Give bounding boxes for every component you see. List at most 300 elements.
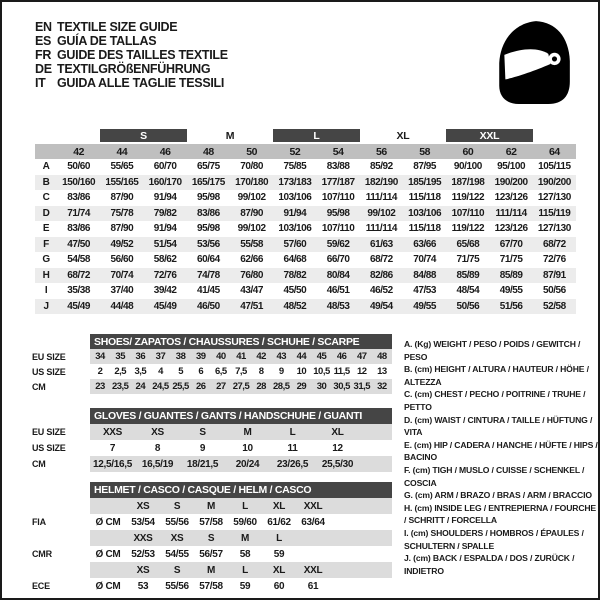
table-row: [32, 498, 394, 514]
table-row: [35, 175, 576, 191]
measurement-value: 95/100: [497, 161, 526, 173]
measurement-value: 182/190: [364, 176, 398, 188]
measurement-value: 87/90: [110, 192, 134, 204]
measurement-value: 80/84: [326, 269, 350, 281]
size-number: 62: [505, 145, 517, 158]
shoe-size-value: 29: [296, 381, 307, 392]
row-label: CM: [32, 459, 46, 469]
measurement-value: 87/90: [110, 223, 134, 235]
spacer: [32, 334, 90, 349]
measurement-value: 65/75: [196, 161, 220, 173]
measurement-value: 55/58: [240, 238, 264, 250]
measurement-value: 87/90: [240, 207, 264, 219]
size-number: 54: [332, 145, 344, 158]
measurement-value: 45/49: [153, 300, 177, 312]
measurement-value: 51/56: [499, 300, 523, 312]
helmet-size-value: S: [173, 500, 181, 512]
measurement-value: 84/88: [413, 269, 437, 281]
row-letter: G: [42, 254, 50, 266]
shoe-size-value: 36: [135, 351, 146, 362]
row-letter: J: [43, 300, 49, 312]
table-row: [32, 578, 394, 594]
row-values: [90, 546, 392, 562]
row-values: [90, 514, 392, 530]
measurement-value: 103/106: [278, 223, 312, 235]
helmet-title-bar: HELMET / CASCO / CASQUE / HELM / CASCO: [90, 482, 392, 498]
row-values: [90, 562, 392, 578]
size-group-header: S: [100, 129, 187, 142]
glove-size-value: 12: [332, 442, 343, 454]
measurement-value: 65/68: [456, 238, 480, 250]
measurement-value: 187/198: [451, 176, 485, 188]
table-row: [32, 349, 394, 364]
shoe-size-value: 46: [336, 351, 347, 362]
measurement-value: 103/106: [278, 192, 312, 204]
helmet-size-value: 58: [239, 548, 251, 560]
measurement-value: 95/98: [196, 223, 220, 235]
helmet-rows: [32, 498, 394, 594]
table-row: [35, 159, 576, 175]
measurement-value: 91/94: [153, 192, 177, 204]
measurement-value: 59/62: [326, 238, 350, 250]
shoe-size-value: 4: [158, 366, 163, 377]
row-values: [90, 456, 392, 472]
table-row: [32, 379, 394, 394]
legend-item: J. (cm) BACK / ESPALDA / DOS / ZURÜCK / INDIETRO: [404, 553, 575, 576]
measurement-value: 71/75: [456, 254, 480, 266]
row-letter: D: [42, 207, 50, 219]
size-number: 52: [289, 145, 301, 158]
measurement-value: 47/53: [413, 285, 437, 297]
helmet-size-value: 56/57: [199, 548, 223, 560]
shoe-size-value: 7,5: [235, 366, 247, 377]
measurement-value: 46/51: [326, 285, 350, 297]
measurement-value: 46/50: [196, 300, 220, 312]
helmet-size-value: XL: [272, 500, 286, 512]
measurement-value: 111/114: [365, 192, 398, 204]
row-label: ECE: [32, 581, 50, 591]
helmet-table: [32, 482, 394, 594]
helmet-size-value: 59: [239, 580, 251, 592]
measurement-value: 185/195: [408, 176, 442, 188]
helmet-size-value: XXS: [133, 532, 153, 544]
helmet-size-value: 55/56: [165, 516, 189, 528]
legend-item: H. (cm) INSIDE LEG / ENTREPIERNA / FOURCHE / SCHRITT / FORCELLA: [404, 502, 597, 526]
size-group-row: [35, 129, 576, 142]
shoe-size-value: 2: [97, 366, 103, 377]
shoe-size-value: 27,5: [232, 381, 250, 392]
measurement-value: 83/86: [196, 207, 220, 219]
glove-size-value: L: [289, 426, 296, 438]
shoe-size-value: 25,5: [172, 381, 189, 392]
helmet-size-value: M: [206, 500, 216, 512]
row-letter: F: [43, 238, 49, 250]
helmet-size-value: Ø CM: [95, 548, 121, 560]
measurement-value: 60/64: [196, 254, 220, 266]
helmet-size-value: XS: [136, 564, 150, 576]
measurement-value: 95/98: [196, 192, 220, 204]
helmet-size-value: S: [207, 532, 215, 544]
glove-size-value: 11: [287, 442, 298, 454]
measurement-value: 56/60: [110, 254, 134, 266]
measurement-value: 75/78: [110, 207, 134, 219]
measurement-value: 78/82: [283, 269, 307, 281]
helmet-size-value: [296, 546, 330, 562]
measurement-value: 46/52: [369, 285, 393, 297]
helmet-size-value: L: [242, 564, 248, 576]
measurement-value: 55/65: [110, 161, 134, 173]
shoe-size-value: 5: [178, 366, 183, 377]
shoe-size-value: 11,5: [333, 366, 350, 377]
glove-size-value: 25,5/30: [321, 458, 354, 470]
measurement-value: 115/118: [408, 192, 441, 204]
shoe-size-value: 28: [256, 381, 266, 392]
glove-size-value: 12,5/16,5: [92, 458, 132, 470]
row-values: [90, 349, 392, 364]
spacer: [32, 408, 90, 424]
measurement-value: 72/76: [153, 269, 177, 281]
shoe-size-value: 30: [316, 381, 327, 392]
shoe-size-value: 40: [216, 351, 226, 362]
measurement-value: 70/74: [110, 269, 134, 281]
language-title-row: [35, 48, 228, 62]
measurement-value: 103/106: [408, 207, 442, 219]
table-row: [32, 530, 394, 546]
measurement-value: 119/122: [451, 192, 485, 204]
measurement-value: 64/68: [283, 254, 307, 266]
measurement-value: 37/40: [110, 285, 134, 297]
measurement-value: 52/58: [542, 300, 566, 312]
helmet-size-value: M: [240, 532, 250, 544]
measurement-value: 63/66: [413, 238, 437, 250]
glove-size-value: 18/21,5: [186, 458, 219, 470]
row-values: [90, 578, 392, 594]
language-title-row: [35, 62, 228, 76]
measurement-value: 53/56: [196, 238, 220, 250]
size-number: 60: [462, 145, 474, 158]
shoes-title-bar: SHOES/ ZAPATOS / CHAUSSURES / SCHUHE / SCARPE: [90, 334, 392, 350]
helmet-size-value: XXL: [303, 500, 323, 512]
glove-size-value: M: [243, 426, 252, 438]
glove-size-value: 10: [242, 442, 253, 454]
measurement-value: 54/58: [67, 254, 91, 266]
helmet-size-value: 55/56: [165, 580, 189, 592]
table-row: [32, 440, 394, 456]
shoe-size-value: 35: [115, 351, 125, 362]
language-code: EN: [35, 20, 52, 34]
glove-size-value: 20/24: [235, 458, 260, 470]
row-label: CMR: [32, 549, 52, 559]
measurement-value: 61/63: [369, 238, 393, 250]
row-label: US SIZE: [32, 443, 66, 453]
row-values: [90, 424, 392, 440]
shoe-size-value: 10,5: [313, 366, 330, 377]
helmet-size-value: [90, 562, 126, 578]
row-label: US SIZE: [32, 366, 66, 377]
row-letter: H: [42, 269, 50, 281]
glove-size-value: XXS: [102, 426, 123, 438]
measurement-value: 115/119: [538, 207, 571, 219]
measurement-value: 123/126: [494, 223, 528, 235]
shoes-table: [32, 334, 394, 394]
language-code: DE: [35, 62, 52, 76]
measurement-value: 50/60: [67, 161, 91, 173]
shoe-size-value: 32: [377, 381, 387, 392]
language-title-row: [35, 34, 228, 48]
measurement-value: 190/200: [537, 176, 571, 188]
measurement-value: 91/94: [283, 207, 307, 219]
row-values: [90, 379, 392, 394]
row-letter: E: [42, 223, 50, 235]
legend-item: A. (Kg) WEIGHT / PESO / POIDS / GEWITCH / PESO: [404, 339, 581, 362]
row-values: [90, 530, 392, 546]
measurement-value: 115/118: [408, 223, 441, 235]
row-label: EU SIZE: [32, 351, 66, 362]
measurement-value: 71/75: [499, 254, 523, 266]
shoe-size-value: 23: [95, 381, 105, 392]
measurement-value: 43/47: [240, 285, 264, 297]
measurement-value: 111/114: [365, 223, 398, 235]
measurement-value: 72/76: [542, 254, 566, 266]
measurement-value: 105/115: [538, 161, 571, 173]
measurement-value: 119/122: [451, 223, 485, 235]
shoe-size-value: 28,5: [273, 381, 290, 392]
shoe-size-value: 3,5: [134, 366, 147, 377]
row-values: [90, 440, 392, 456]
measurement-value: 85/92: [369, 161, 393, 173]
measurement-value: 107/110: [321, 192, 355, 204]
measurement-value: 71/74: [67, 207, 91, 219]
row-letter: I: [44, 285, 48, 297]
shoe-size-value: 24,5: [152, 381, 169, 392]
helmet-size-value: [296, 530, 330, 546]
language-code: ES: [35, 34, 52, 48]
legend-item: B. (cm) HEIGHT / ALTURA / HAUTEUR / HÖHE / ALTEZZA: [404, 364, 589, 387]
glove-size-value: 23/26,5: [276, 458, 309, 470]
measurement-value: 70/74: [413, 254, 437, 266]
measurement-value: 155/165: [105, 176, 139, 188]
helmet-size-value: XS: [136, 500, 150, 512]
table-row: [32, 456, 394, 472]
helmet-size-value: L: [276, 532, 282, 544]
shoes-header-row: [32, 334, 394, 349]
measurement-value: 165/175: [191, 176, 225, 188]
measurement-value: 47/50: [67, 238, 91, 250]
size-number: 56: [375, 145, 387, 158]
measurement-value: 190/200: [494, 176, 528, 188]
row-label: [32, 562, 90, 578]
size-number: 44: [116, 145, 128, 158]
size-group-header: M: [225, 129, 235, 142]
row-letter: C: [42, 192, 50, 204]
shoe-size-value: 48: [377, 351, 387, 362]
helmet-size-value: 52/53: [131, 548, 155, 560]
helmet-size-value: M: [206, 564, 216, 576]
table-row: [32, 514, 394, 530]
row-values: [90, 498, 392, 514]
shoe-size-value: 10: [296, 366, 307, 377]
helmet-size-value: XS: [170, 532, 184, 544]
shoe-size-value: 31,5: [353, 381, 371, 392]
row-letter: B: [42, 176, 50, 188]
textile-size-table: [35, 129, 576, 314]
measurement-value: 48/52: [283, 300, 307, 312]
measurement-value: 39/42: [153, 285, 177, 297]
helmet-size-value: 57/58: [199, 580, 223, 592]
measurement-value: 68/72: [369, 254, 393, 266]
shoe-size-value: 8: [258, 366, 264, 377]
measurement-value: 51/54: [153, 238, 177, 250]
language-title: TEXTILGRÖßENFÜHRUNG: [57, 62, 211, 76]
measurement-value: 45/50: [283, 285, 307, 297]
legend-item: G. (cm) ARM / BRAZO / BRAS / ARM / BRACCIO: [404, 490, 592, 501]
spacer: [32, 482, 90, 498]
table-row: [32, 562, 394, 578]
legend-item: D. (cm) WAIST / CINTURA / TAILLE / HÜFTUNG / VITA: [404, 414, 593, 438]
measurement-value: 47/51: [240, 300, 264, 312]
shoe-size-value: 6,5: [215, 366, 227, 377]
shoe-size-value: 23,5: [111, 381, 129, 392]
measurement-value: 35/38: [67, 285, 91, 297]
table-row: [35, 299, 576, 315]
measurement-value: 87/91: [542, 269, 566, 281]
helmet-size-value: 61: [307, 580, 319, 592]
measurement-value: 68/72: [542, 238, 566, 250]
measurement-value: 50/56: [542, 285, 566, 297]
shoe-size-value: 34: [95, 351, 105, 362]
measurement-value: 58/62: [153, 254, 177, 266]
helmet-size-value: [90, 498, 126, 514]
measurement-value: 74/78: [196, 269, 220, 281]
language-title-list: [35, 20, 228, 90]
measurement-value: 127/130: [537, 192, 571, 204]
measurement-value: 160/170: [148, 176, 182, 188]
measurement-value: 90/100: [453, 161, 482, 173]
language-title: TEXTILE SIZE GUIDE: [57, 20, 178, 34]
glove-size-value: 9: [199, 442, 206, 454]
measurement-value: 76/80: [240, 269, 264, 281]
shoe-size-value: 26: [195, 381, 206, 392]
helmet-size-value: Ø CM: [95, 516, 121, 528]
shoe-size-value: 6: [198, 366, 204, 377]
spacer: [35, 144, 57, 159]
size-number: 64: [548, 145, 560, 158]
measurement-value: 44/48: [110, 300, 134, 312]
row-label: [32, 498, 90, 514]
measurement-value: 60/70: [153, 161, 177, 173]
row-values: [90, 364, 392, 379]
glove-size-value: S: [199, 426, 206, 438]
measurement-value: 70/80: [240, 161, 264, 173]
shoe-size-value: 45: [316, 351, 327, 362]
measurement-value: 82/86: [369, 269, 393, 281]
shoe-size-value: 42: [256, 351, 266, 362]
row-label: CM: [32, 381, 46, 392]
shoe-size-value: 2,5: [114, 366, 127, 377]
size-numbers-row: [35, 144, 576, 159]
legend-item: C. (cm) CHEST / PECHO / POITRINE / TRUHE / PETTO: [404, 389, 586, 412]
measurement-value: 41/45: [196, 285, 220, 297]
table-row: [35, 190, 576, 206]
helmet-size-value: 59: [273, 548, 285, 560]
legend-item: F. (cm) TIGH / MUSLO / CUISSE / SCHENKEL / COSCIA: [404, 464, 585, 488]
spacer: [35, 129, 100, 142]
glove-size-value: XS: [151, 426, 164, 438]
shoe-size-value: 12: [357, 366, 367, 377]
measurement-value: 91/94: [153, 223, 177, 235]
shoe-size-value: 24: [135, 381, 146, 392]
language-code: FR: [35, 48, 52, 62]
table-row: [35, 283, 576, 299]
table-row: [32, 364, 394, 379]
table-row: [35, 237, 576, 253]
glove-size-value: XL: [331, 426, 344, 438]
helmet-size-value: 53/54: [131, 516, 155, 528]
glove-size-value: 16,5/19: [141, 458, 174, 470]
helmet-size-value: 57/58: [199, 516, 223, 528]
shoes-rows: [32, 349, 394, 394]
helmet-header-row: [32, 482, 394, 498]
row-label: FIA: [32, 517, 46, 527]
measurement-value: 150/160: [62, 176, 96, 188]
row-label: [32, 530, 90, 546]
measurement-value: 62/66: [240, 254, 264, 266]
helmet-size-value: 61/62: [267, 516, 291, 528]
legend-item: E. (cm) HIP / CADERA / HANCHE / HÜFTE / HIPS / BACINO: [404, 439, 598, 463]
measurement-value: 68/72: [67, 269, 91, 281]
helmet-size-value: L: [242, 500, 248, 512]
table-row: [35, 221, 576, 237]
measurement-value: 49/52: [110, 238, 134, 250]
measurement-value: 85/89: [499, 269, 523, 281]
language-title-row: [35, 20, 228, 34]
measurement-value: 66/70: [326, 254, 350, 266]
measurement-value: 75/85: [283, 161, 307, 173]
language-title-row: [35, 76, 228, 90]
language-code: IT: [35, 76, 46, 90]
table-row: [32, 546, 394, 562]
shoe-size-value: 30,5: [333, 381, 350, 392]
measurement-value: 57/60: [283, 238, 307, 250]
measurement-value: 48/54: [456, 285, 480, 297]
language-title: GUIDE DES TAILLES TEXTILE: [57, 48, 228, 62]
measurement-value: 99/102: [237, 223, 266, 235]
measurement-value: 85/89: [456, 269, 480, 281]
measurement-value: 99/102: [237, 192, 266, 204]
helmet-size-value: 59/60: [233, 516, 257, 528]
shoe-size-value: 44: [296, 351, 307, 362]
measurement-value: 83/86: [67, 223, 91, 235]
measurement-value: 173/183: [278, 176, 312, 188]
shoe-size-value: 27: [216, 381, 226, 392]
measurement-value: 49/55: [413, 300, 437, 312]
legend-item: I. (cm) SHOULDERS / HOMBROS / ÉPAULES / SCHULTERN / SPALLE: [404, 527, 584, 551]
gloves-title-bar: GLOVES / GUANTES / GANTS / HANDSCHUHE / GUANTI: [90, 408, 392, 424]
table-row: [35, 268, 576, 284]
measurement-value: 111/114: [495, 207, 527, 219]
helmet-size-value: 54/55: [165, 548, 189, 560]
shoe-size-value: 9: [278, 366, 284, 377]
shoe-size-value: 13: [377, 366, 387, 377]
measurement-value: 49/54: [369, 300, 393, 312]
size-group-header: XL: [396, 129, 410, 142]
shoe-size-value: 41: [236, 351, 246, 362]
table-row: [35, 252, 576, 268]
measurement-value: 127/130: [537, 223, 571, 235]
shoe-size-value: 43: [276, 351, 287, 362]
measurement-value: 83/88: [326, 161, 350, 173]
table-row: [32, 424, 394, 440]
